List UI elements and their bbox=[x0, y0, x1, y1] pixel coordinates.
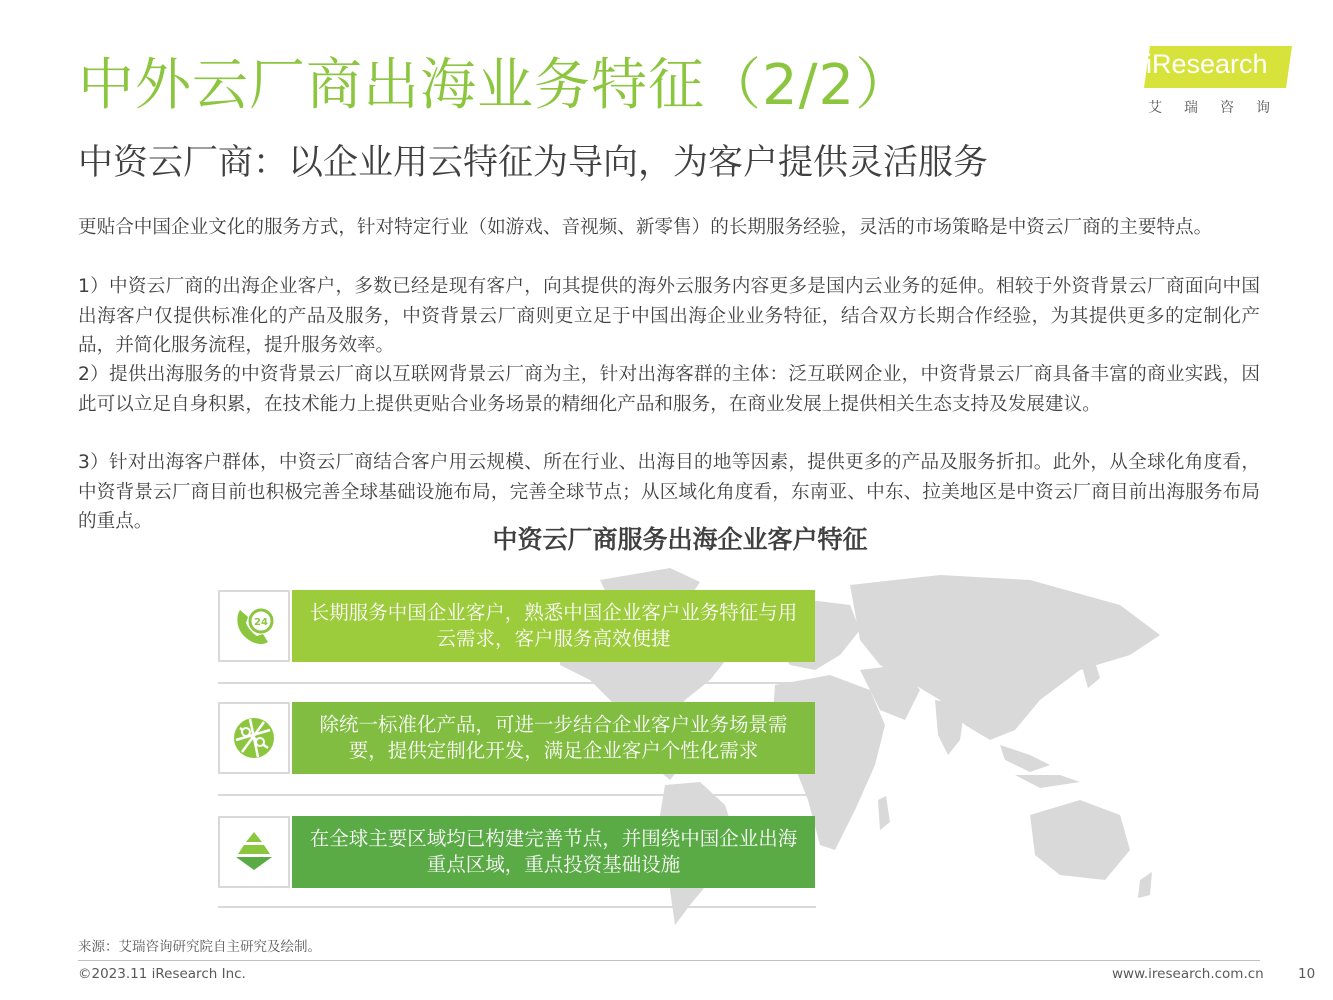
divider-1 bbox=[218, 682, 816, 684]
page-title: 中外云厂商出海业务特征（2/2） bbox=[78, 53, 913, 118]
pyramid-layers-icon bbox=[230, 828, 278, 876]
footer-divider bbox=[78, 960, 1260, 961]
page-subtitle: 中资云厂商：以企业用云特征为导向，为客户提供灵活服务 bbox=[78, 143, 989, 183]
logo-text: iResearch bbox=[1146, 49, 1268, 79]
feature-text-3: 在全球主要区域均已构建完善节点，并围绕中国企业出海重点区域，重点投资基础设施 bbox=[309, 827, 798, 876]
point-3-paragraph: 3）针对出海客户群体，中资云厂商结合客户用云规模、所在行业、出海目的地等因素，提供更多的产品及服务折扣。此外，从全球化角度看，中资背景云厂商目前也积极完善全球基础设施布局，完善全球节点；从区域化角度看，东南亚、中东、拉美地区是中资云厂商目前出海服务布局的重点。 bbox=[78, 452, 1260, 532]
network-globe-icon bbox=[230, 714, 278, 762]
chart-title: 中资云厂商服务出海企业客户特征 bbox=[492, 525, 868, 554]
website-link[interactable]: www.iresearch.com.cn bbox=[1112, 966, 1264, 982]
iresearch-logo bbox=[1140, 40, 1300, 120]
divider-3 bbox=[218, 906, 816, 908]
feature-text-2: 除统一标准化产品，可进一步结合企业客户业务场景需要，提供定制化开发，满足企业客户个性化需求 bbox=[319, 713, 788, 762]
feature-card-1 bbox=[292, 590, 815, 662]
copyright: ©2023.11 iResearch Inc. bbox=[78, 966, 246, 982]
svg-text:24: 24 bbox=[254, 617, 268, 628]
feature-card-2 bbox=[292, 702, 815, 774]
logo-chinese-name: 艾瑞咨询 bbox=[1148, 100, 1292, 116]
service-24h-icon bbox=[230, 602, 278, 650]
source-note: 来源：艾瑞咨询研究院自主研究及绘制。 bbox=[78, 939, 321, 955]
feature-icon-box-2 bbox=[218, 702, 290, 774]
divider-2 bbox=[218, 794, 816, 796]
feature-card-3 bbox=[292, 816, 815, 888]
feature-icon-box-1 bbox=[218, 590, 290, 662]
intro-paragraph: 更贴合中国企业文化的服务方式，针对特定行业（如游戏、音视频、新零售）的长期服务经验，灵活的市场策略是中资云厂商的主要特点。 bbox=[78, 217, 1213, 238]
point-1-paragraph: 1）中资云厂商的出海企业客户，多数已经是现有客户，向其提供的海外云服务内容更多是国内云业务的延伸。相较于外资背景云厂商面向中国出海客户仅提供标准化的产品及服务，中资背景云厂商则更立足于中国出海企业业务特征，结合双方长期合作经验，为其提供更多的定制化产品，并简化服务流程，提升服务效率。 bbox=[78, 276, 1260, 356]
feature-icon-box-3 bbox=[218, 816, 290, 888]
point-2-paragraph: 2）提供出海服务的中资背景云厂商以互联网背景云厂商为主，针对出海客群的主体：泛互联网企业，中资背景云厂商具备丰富的商业实践，因此可以立足自身积累，在技术能力上提供更贴合业务场景的精细化产品和服务，在商业发展上提供相关生态支持及发展建议。 bbox=[78, 364, 1260, 415]
page-number: 10 bbox=[1298, 966, 1316, 982]
feature-text-1: 长期服务中国企业客户，熟悉中国企业客户业务特征与用云需求，客户服务高效便捷 bbox=[309, 601, 798, 650]
